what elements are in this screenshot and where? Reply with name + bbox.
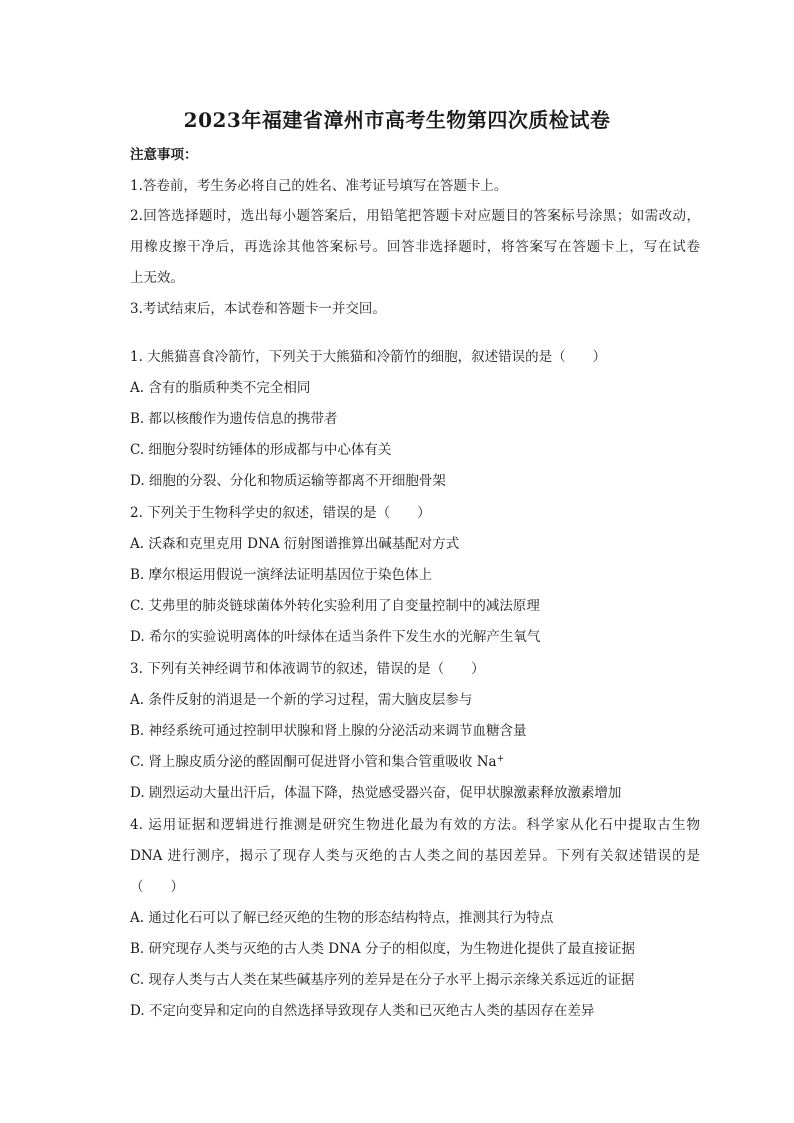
question-4-stem-line-2: DNA 进行测序，揭示了现存人类与灭绝的古人类之间的基因差异。下列有关叙述错误的是 xyxy=(130,848,700,864)
question-2-option-b: B. 摩尔根运用假说一演绎法证明基因位于染色体上 xyxy=(130,567,433,583)
question-3-option-a: A. 条件反射的消退是一个新的学习过程，需大脑皮层参与 xyxy=(130,692,473,708)
question-4-option-d: D. 不定向变异和定向的自然选择导致现存人类和已灭绝古人类的基因存在差异 xyxy=(130,1003,595,1019)
question-3-stem: 3. 下列有关神经调节和体液调节的叙述，错误的是（ ） xyxy=(130,661,485,677)
sodium-superscript: + xyxy=(496,754,505,764)
question-1-stem: 1. 大熊猫喜食冷箭竹，下列关于大熊猫和冷箭竹的细胞，叙述错误的是（ ） xyxy=(130,349,607,365)
notice-item-2-line-3: 上无效。 xyxy=(130,270,184,286)
question-1-option-a: A. 含有的脂质种类不完全相同 xyxy=(130,380,311,396)
question-2-stem: 2. 下列关于生物科学史的叙述，错误的是（ ） xyxy=(130,505,431,521)
question-4-option-a: A. 通过化石可以了解已经灭绝的生物的形态结构特点，推测其行为特点 xyxy=(130,910,554,926)
question-4-option-b: B. 研究现存人类与灭绝的古人类 DNA 分子的相似度，为生物进化提供了最直接证据 xyxy=(130,941,635,957)
notice-item-2-line-2: 用橡皮擦干净后，再选涂其他答案标号。回答非选择题时，将答案写在答题卡上，写在试卷 xyxy=(130,239,700,255)
question-3-option-d: D. 剧烈运动大量出汗后，体温下降，热觉感受器兴奋，促甲状腺激素释放激素增加 xyxy=(130,785,622,801)
notice-heading: 注意事项： xyxy=(130,147,198,163)
question-2-option-a: A. 沃森和克里克用 DNA 衍射图谱推算出碱基配对方式 xyxy=(130,536,460,552)
question-1-option-c: C. 细胞分裂时纺锤体的形成都与中心体有关 xyxy=(130,442,392,458)
question-3-option-c-text: C. 肾上腺皮质分泌的醛固酮可促进肾小管和集合管重吸收 Na xyxy=(130,754,497,770)
notice-item-3: 3.考试结束后，本试卷和答题卡一并交回。 xyxy=(130,301,386,317)
question-2-option-d: D. 希尔的实验说明离体的叶绿体在适当条件下发生水的光解产生氧气 xyxy=(130,629,541,645)
question-1-option-b: B. 都以核酸作为遗传信息的携带者 xyxy=(130,411,338,427)
question-3-option-b: B. 神经系统可通过控制甲状腺和肾上腺的分泌活动来调节血糖含量 xyxy=(130,723,527,739)
question-3-option-c xyxy=(130,753,504,771)
notice-item-2-line-1: 2.回答选择题时，选出每小题答案后，用铅笔把答题卡对应题目的答案标号涂黑；如需改动， xyxy=(130,208,700,224)
question-4-option-c: C. 现存人类与古人类在某些碱基序列的差异是在分子水平上揭示亲缘关系远近的证据 xyxy=(130,972,635,988)
notice-item-1: 1.答卷前，考生务必将自己的姓名、准考证号填写在答题卡上。 xyxy=(130,178,508,194)
question-1-option-d: D. 细胞的分裂、分化和物质运输等都离不开细胞骨架 xyxy=(130,473,446,489)
question-2-option-c: C. 艾弗里的肺炎链球菌体外转化实验利用了自变量控制中的减法原理 xyxy=(130,598,540,614)
question-4-stem-line-3: （ ） xyxy=(130,879,184,895)
page-title: 2023年福建省漳州市高考生物第四次质检试卷 xyxy=(183,108,611,132)
question-4-stem-line-1: 4. 运用证据和逻辑进行推测是研究生物进化最为有效的方法。科学家从化石中提取古生物 xyxy=(130,817,700,833)
